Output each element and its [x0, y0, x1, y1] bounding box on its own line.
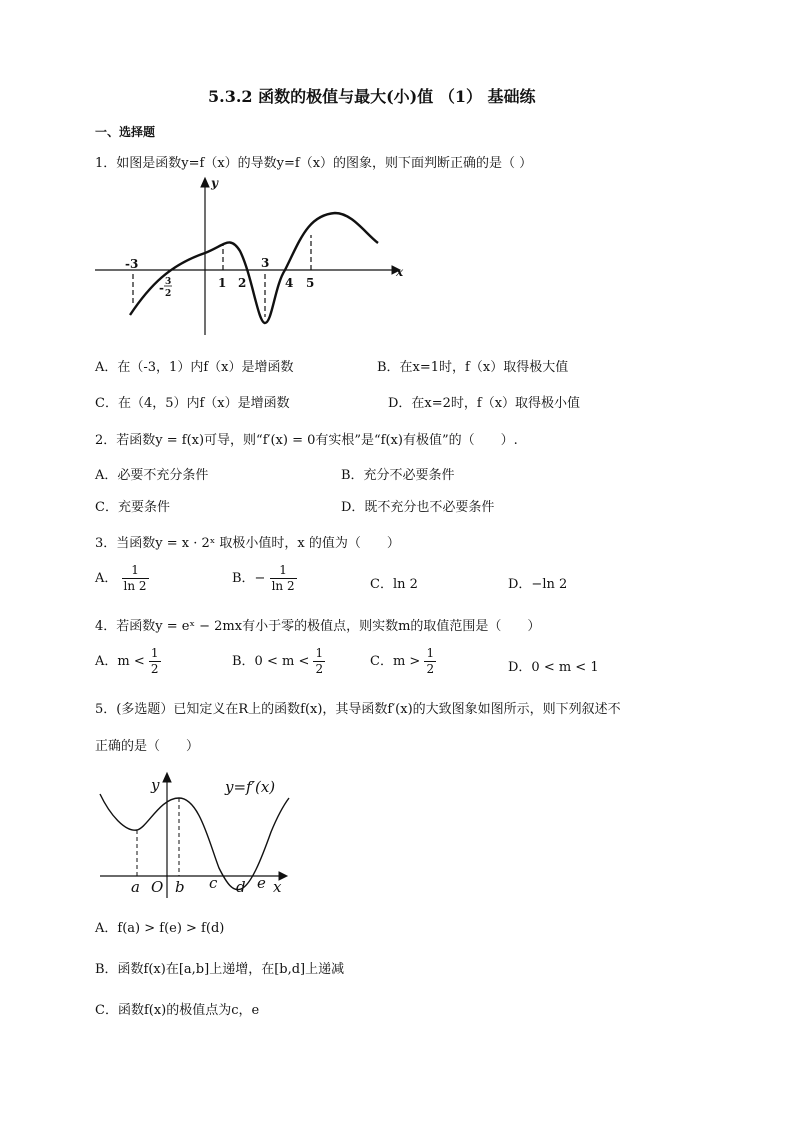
- y-label: y: [151, 776, 160, 794]
- q4-option-c-prefix: C．m >: [370, 654, 421, 669]
- q4-option-d[interactable]: D．0 < m < 1: [508, 660, 599, 675]
- x-label: x: [273, 878, 282, 896]
- tick-frac-num: 3: [165, 277, 172, 287]
- page-title: 5.3.2 函数的极值与最大(小)值 （1） 基础练: [208, 87, 536, 106]
- q1-option-d[interactable]: D．在x=2时，f（x）取得极小值: [388, 396, 581, 411]
- q4-option-c[interactable]: [370, 646, 436, 677]
- tick-1: 1: [218, 276, 227, 290]
- q4-option-b-prefix: B．0 < m <: [232, 654, 310, 669]
- q3-option-c[interactable]: C．ln 2: [370, 577, 418, 592]
- tick-neg-sign: -: [159, 281, 164, 295]
- tick-e: e: [257, 874, 266, 892]
- q2-option-b[interactable]: B．充分不必要条件: [341, 468, 455, 483]
- q4-option-a-fraction: $\frac{1}{2}$: [150, 646, 159, 676]
- y-axis-arrow: [163, 773, 171, 782]
- q5-option-b[interactable]: B．函数f(x)在[a,b]上递增，在[b,d]上递减: [95, 962, 345, 977]
- tick-3: 3: [261, 256, 270, 270]
- tick-a: a: [131, 878, 140, 896]
- y-axis-arrow: [201, 178, 209, 187]
- q3-option-d[interactable]: D．−ln 2: [508, 577, 568, 592]
- q2-option-d[interactable]: D．既不充分也不必要条件: [341, 500, 495, 515]
- question-3-stem: 3．当函数y = x · 2ˣ 取极小值时，x 的值为（ ）: [95, 536, 400, 551]
- q4-option-b-fraction: $\frac{1}{2}$: [315, 646, 324, 676]
- tick-4: 4: [285, 276, 294, 290]
- y-label: y: [211, 176, 218, 190]
- q3-option-a[interactable]: [95, 563, 149, 594]
- tick-frac-den: 2: [165, 289, 172, 299]
- question-5-stem-line1: 5．(多选题）已知定义在R上的函数f(x)，其导函数f′(x)的大致图象如图所示，则下列叙述不: [95, 702, 621, 717]
- q1-option-c[interactable]: C．在（4，5）内f（x）是增函数: [95, 396, 290, 411]
- derivative-curve: [130, 213, 378, 323]
- q1-option-b[interactable]: B．在x=1时，f（x）取得极大值: [377, 360, 569, 375]
- q2-option-c[interactable]: C．充要条件: [95, 500, 170, 515]
- q3-option-a-prefix: A．: [95, 571, 118, 586]
- question-1-stem: 1．如图是函数y=f（x）的导数y=f（x）的图象，则下面判断正确的是（ ）: [95, 156, 533, 171]
- section-heading: 一、选择题: [95, 125, 156, 139]
- q3-option-a-fraction: $\frac{1}{\ln 2}$: [123, 563, 147, 593]
- function-label: y=f′(x): [225, 778, 276, 796]
- tick-b: b: [175, 878, 185, 896]
- tick-neg3: -3: [125, 257, 139, 271]
- question-2-stem: 2．若函数y = f(x)可导，则“f′(x) = 0有实根”是“f(x)有极值”的（ ）.: [95, 433, 518, 448]
- q1-derivative-graph: [90, 175, 410, 340]
- q5-option-c[interactable]: C．函数f(x)的极值点为c，e: [95, 1003, 260, 1018]
- q4-option-a[interactable]: [95, 646, 161, 677]
- question-5-stem-line2: 正确的是（ ）: [95, 739, 200, 754]
- q4-option-c-fraction: $\frac{1}{2}$: [426, 646, 435, 676]
- tick-5: 5: [306, 276, 315, 290]
- q3-option-b[interactable]: [232, 563, 297, 594]
- origin-label: O: [151, 878, 164, 896]
- x-label: x: [396, 265, 404, 279]
- q5-derivative-graph: [95, 770, 305, 900]
- q5-option-a[interactable]: A．f(a) > f(e) > f(d): [95, 921, 225, 936]
- tick-c: c: [209, 874, 218, 892]
- q4-option-a-prefix: A．m <: [95, 654, 145, 669]
- q2-option-a[interactable]: A．必要不充分条件: [95, 468, 209, 483]
- tick-2: 2: [238, 276, 247, 290]
- q4-option-b[interactable]: [232, 646, 325, 677]
- q3-option-b-prefix: B．−: [232, 571, 266, 586]
- q3-option-b-fraction: $\frac{1}{\ln 2}$: [271, 563, 295, 593]
- question-4-stem: 4．若函数y = eˣ − 2mx有小于零的极值点，则实数m的取值范围是（ ）: [95, 619, 541, 634]
- q1-option-a[interactable]: A．在（-3，1）内f（x）是增函数: [95, 360, 294, 375]
- tick-d: d: [236, 878, 246, 896]
